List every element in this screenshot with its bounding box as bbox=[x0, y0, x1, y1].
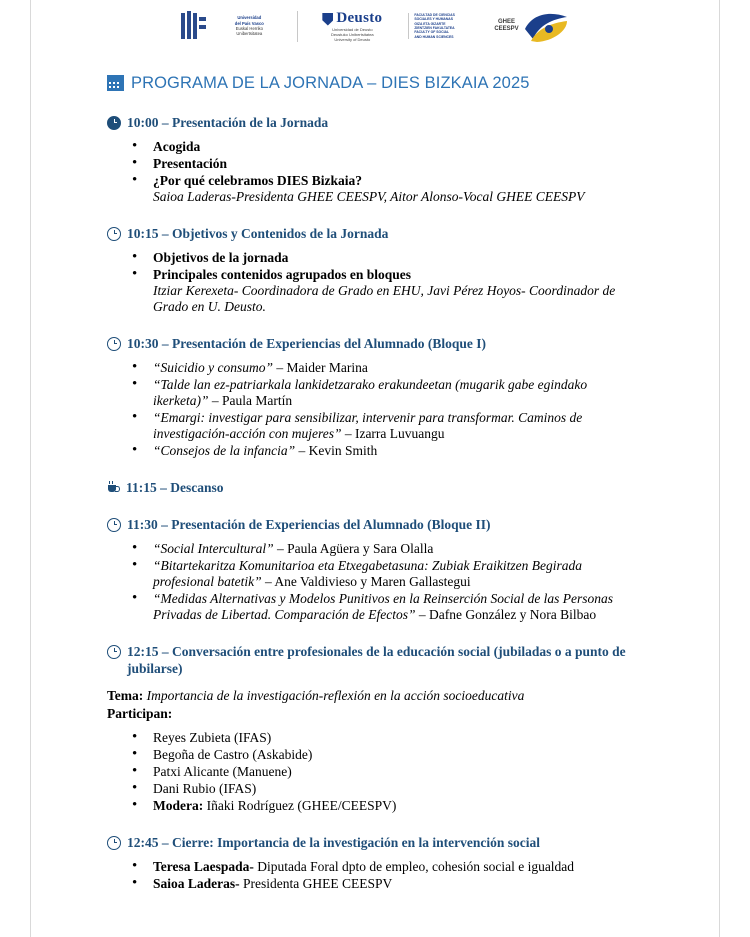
section-heading-1000-text: 10:00 – Presentación de la Jornada bbox=[127, 115, 329, 130]
item-speakers: Saioa Laderas-Presidenta GHEE CEESPV, Aitor Alonso-Vocal GHEE CEESPV bbox=[153, 189, 585, 204]
item-speakers: Itziar Kerexeta- Coordinadora de Grado en EHU, Javi Pérez Hoyos- Coordinador de Grado en U. Deusto. bbox=[153, 283, 616, 314]
list-item bbox=[153, 876, 643, 892]
section-1030-list bbox=[107, 360, 643, 459]
moderator-label: Modera: bbox=[153, 798, 204, 813]
deusto-shield-icon bbox=[322, 13, 333, 26]
list-item bbox=[153, 764, 643, 780]
list-item bbox=[153, 360, 643, 376]
item-author: – Ane Valdivieso y Maren Gallastegui bbox=[261, 574, 471, 589]
section-heading-1130 bbox=[107, 516, 643, 533]
document-content bbox=[31, 0, 719, 892]
upv-line-4: Unibertsitatea bbox=[236, 31, 263, 37]
upv-line-1: Universidad bbox=[237, 15, 262, 21]
logo-band bbox=[107, 0, 643, 50]
deusto-sub-3: University of Deusto bbox=[334, 36, 371, 42]
item-title: “Talde lan ez-patriarkala lankidetzarako erakundeetan (mugarik gabe egindako ikerketa)” bbox=[153, 377, 588, 408]
section-heading-1000 bbox=[107, 114, 643, 131]
list-item bbox=[153, 443, 643, 459]
clock-icon bbox=[107, 227, 121, 241]
ghee-swoosh-icon bbox=[523, 9, 569, 43]
participants-label: Participan: bbox=[107, 706, 173, 721]
item-label: Objetivos de la jornada bbox=[153, 250, 289, 265]
list-item bbox=[153, 267, 643, 315]
section-heading-1245-text: 12:45 – Cierre: Importancia de la investigación en la intervención social bbox=[127, 835, 540, 850]
topic-label: Tema: bbox=[107, 688, 144, 703]
section-heading-1215 bbox=[107, 643, 643, 677]
ghee-line-2: CEESPV bbox=[494, 26, 519, 32]
item-title: “Consejos de la infancia” bbox=[153, 443, 296, 458]
participant-name: Begoña de Castro (Askabide) bbox=[153, 747, 313, 762]
item-title: “Bitartekaritza Komunitarioa eta Etxegabetasuna: Zubiak Eraikitzen Begirada profesional batetik” bbox=[153, 558, 582, 589]
section-1215-list bbox=[107, 730, 643, 814]
list-item bbox=[153, 173, 643, 205]
logo-upv-ehu bbox=[181, 11, 287, 41]
deusto-sub-1: Universidad de Deusto bbox=[332, 26, 373, 32]
clock-icon bbox=[107, 518, 121, 532]
section-1215-participants-label bbox=[107, 705, 643, 722]
clock-icon bbox=[107, 836, 121, 850]
document-page bbox=[30, 0, 720, 937]
section-heading-1245 bbox=[107, 834, 643, 851]
section-heading-1015 bbox=[107, 225, 643, 242]
list-item bbox=[153, 541, 643, 557]
faculty-line-5: FACULTY OF SOCIAL bbox=[414, 30, 450, 35]
upv-line-3: Euskal Herriko bbox=[235, 26, 263, 31]
clock-icon bbox=[107, 337, 121, 351]
faculty-line-1: FACULTAD DE CIENCIAS bbox=[414, 13, 455, 18]
item-label: ¿Por qué celebramos DIES Bizkaia? bbox=[153, 173, 362, 188]
list-item bbox=[153, 591, 643, 623]
list-item bbox=[153, 377, 643, 409]
section-1000-list bbox=[107, 139, 643, 205]
moderator-name: Iñaki Rodríguez (GHEE/CEESPV) bbox=[203, 798, 397, 813]
item-title: “Social Intercultural” bbox=[153, 541, 274, 556]
coffee-cup-icon bbox=[107, 481, 120, 493]
section-1215-topic bbox=[107, 687, 643, 704]
item-author: – Paula Martín bbox=[208, 393, 293, 408]
speaker-name: Saioa Laderas- bbox=[153, 876, 240, 891]
list-item bbox=[153, 156, 643, 172]
calendar-icon bbox=[107, 75, 124, 91]
item-title: “Medidas Alternativas y Modelos Punitivos en la Reinserción Social de las Personas Privadas de Libertad. Comparación de Efectos” bbox=[153, 591, 614, 622]
faculty-line-2: SOCIALES Y HUMANAS bbox=[414, 17, 454, 22]
participant-name: Reyes Zubieta (IFAS) bbox=[153, 730, 272, 745]
topic-value: Importancia de la investigación-reflexión en la acción socioeducativa bbox=[146, 688, 525, 703]
clock-icon bbox=[107, 645, 121, 659]
logo-faculty bbox=[408, 13, 478, 39]
upv-line-2: del País Vasco bbox=[234, 20, 264, 26]
participant-name: Patxi Alicante (Manuene) bbox=[153, 764, 292, 779]
list-item bbox=[153, 558, 643, 590]
section-heading-1115-text: 11:15 – Descanso bbox=[126, 480, 224, 495]
list-item bbox=[153, 859, 643, 875]
list-item bbox=[153, 798, 643, 814]
section-1245-list bbox=[107, 859, 643, 892]
section-heading-1030-text: 10:30 – Presentación de Experiencias del Alumnado (Bloque I) bbox=[127, 336, 487, 351]
section-heading-1015-text: 10:15 – Objetivos y Contenidos de la Jornada bbox=[127, 226, 389, 241]
clock-icon bbox=[107, 116, 121, 130]
speaker-role: Presidenta GHEE CEESPV bbox=[239, 876, 393, 891]
item-author: – Paula Agüera y Sara Olalla bbox=[273, 541, 434, 556]
section-heading-1130-text: 11:30 – Presentación de Experiencias del Alumnado (Bloque II) bbox=[127, 517, 491, 532]
item-label: Principales contenidos agrupados en bloques bbox=[153, 267, 412, 282]
item-author: – Dafne González y Nora Bilbao bbox=[415, 607, 597, 622]
logo-deusto bbox=[297, 11, 398, 42]
page-title-text: PROGRAMA DE LA JORNADA – DIES BIZKAIA 2025 bbox=[131, 74, 530, 92]
item-title: “Suicidio y consumo” bbox=[153, 360, 273, 375]
list-item bbox=[153, 747, 643, 763]
list-item bbox=[153, 250, 643, 266]
page-title bbox=[107, 72, 643, 94]
list-item bbox=[153, 410, 643, 442]
item-title: “Emargi: investigar para sensibilizar, intervenir para transformar. Caminos de investigación-acción con mujeres” bbox=[153, 410, 583, 441]
section-1130-list bbox=[107, 541, 643, 623]
list-item bbox=[153, 730, 643, 746]
upv-crest-icon bbox=[181, 11, 207, 41]
item-label: Presentación bbox=[153, 156, 227, 171]
deusto-wordmark: Deusto bbox=[336, 9, 383, 26]
item-label: Acogida bbox=[153, 139, 201, 154]
speaker-role: Diputada Foral dpto de empleo, cohesión social e igualdad bbox=[253, 859, 575, 874]
deusto-sub-2: Deustuko Unibertsitatea bbox=[330, 31, 374, 37]
item-author: – Kevin Smith bbox=[295, 443, 378, 458]
faculty-line-6: AND HUMAN SCIENCES bbox=[414, 34, 454, 39]
section-heading-1115 bbox=[107, 479, 643, 496]
list-item bbox=[153, 781, 643, 797]
ghee-line-1: GHEE bbox=[497, 19, 515, 25]
faculty-line-3: GIZA ETA GIZARTE bbox=[414, 21, 446, 26]
section-1015-list bbox=[107, 250, 643, 315]
list-item bbox=[153, 139, 643, 155]
faculty-line-4: ZIENTZIEN FAKULTATEA bbox=[414, 26, 455, 30]
item-author: – Izarra Luvuangu bbox=[341, 426, 445, 441]
upv-wordmark bbox=[211, 15, 287, 37]
section-heading-1215-text: 12:15 – Conversación entre profesionales de la educación social (jubiladas o a punto de jubilarse) bbox=[127, 644, 626, 676]
logo-ghee-ceespv bbox=[494, 9, 568, 43]
item-author: – Maider Marina bbox=[273, 360, 368, 375]
participant-name: Dani Rubio (IFAS) bbox=[153, 781, 257, 796]
speaker-name: Teresa Laespada- bbox=[153, 859, 254, 874]
deusto-subtitle bbox=[306, 27, 398, 42]
section-heading-1030 bbox=[107, 335, 643, 352]
